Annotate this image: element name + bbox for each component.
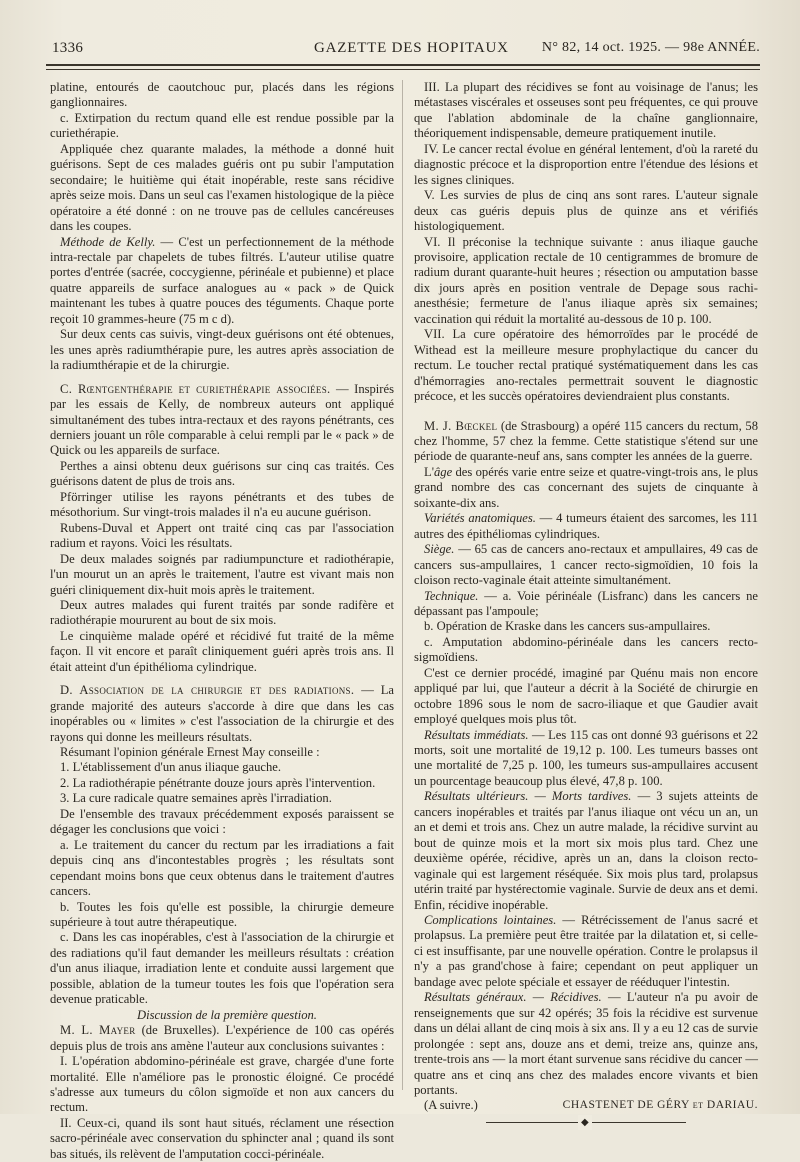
- paragraph: VII. La cure opératoire des hémorroïdes par le procédé de Withead est la meilleure mesure prophylactique du cancer du rectum. Le toucher rectal pratiqué systématiquement dans les cas d'hémorragies ano-rectales permettrait souvent le diagnostic précoce, et les succès opératoires deviendraient plus constants.: [414, 327, 758, 404]
- paragraph: VI. Il préconise la technique suivante : anus iliaque gauche provisoire, application rectale de 10 centigrammes de bromure de radium durant quarante-huit heures ; résection ou amputation basse dix jours après en position ventrale de Depage sous rachi-anesthésie; fermeture de l'anus iliaque après six semaines; vaccination qui réduit la mortalité au-dessous de 10 p. 100.: [414, 234, 758, 326]
- paragraph: Le cinquième malade opéré et récidivé fut traité de la même façon. Il vit encore et paraît cliniquement guéri après trois ans. Il était atteint d'un épithélioma cylindrique.: [50, 628, 394, 674]
- paragraph: Résultats généraux. — Récidives. — L'auteur n'a pu avoir de renseignements que sur 42 opérés; 35 fois la récidive est survenue dans un délai allant de cinq mois à six ans. Il y a eu 12 cas de survie prolongée : sept ans, douze ans et demi, treize ans, quinze ans, trente-trois ans — la mort étant survenue sans récidive du cancer — quatre ans et cinq ans chez des malades encore vivants et bien portants.: [414, 990, 758, 1097]
- paragraph: Complications lointaines. — Rétrécissement de l'anus sacré et prolapsus. La première peut être traitée par la dilatation et, si celle-ci est insuffisante, par une nouvelle opération. Contre le prolapsus il n'y a pas grand'chose à faire; cependant on peut appliquer un bandage avec pelote spéciale et essayer de rééduquer l'intestin.: [414, 913, 758, 989]
- section-heading: C. Rœntgenthérapie et curiethérapie associées.: [60, 381, 331, 396]
- section-heading: Complications lointaines.: [424, 913, 557, 928]
- paragraph: Méthode de Kelly. — C'est un perfectionnement de la méthode intra-rectale par chapelets de tubes filtrés. L'auteur utilise quatre portes d'entrée (sacrée, coccygienne, périnéale et pubienne) et place quatre appareils de surface analogues au « pack » de Quick maintenant les tubes à quatre pouces des téguments. Chaque porte reçoit 10 grammes-heure (75 m c d).: [50, 234, 394, 326]
- left-column: [50, 80, 394, 1162]
- author-name: M. L. Mayer: [60, 1023, 136, 1038]
- paragraph: V. Les survies de plus de cinq ans sont rares. L'auteur signale deux cas guéris depuis plus de quinze ans et vérifiés histologiquement.: [414, 188, 758, 234]
- paragraph: Résultats ultérieurs. — Morts tardives. — 3 sujets atteints de cancers inopérables et traités par l'anus iliaque ont vécu un an, un an et demi et trois ans. Chez un autre malade, la récidive survint au bout de quinze mois et la mort six mois plus tard. Chez une deuxième opérée, récidive, après un an, dans la cloison recto-vaginale qui est largement réséquée. Six mois plus tard, prolapsus utérin traité par hystérectomie vaginale. Survie de deux ans et demi. Enfin, récidive inopérable.: [414, 789, 758, 912]
- paragraph: M. J. Bœckel (de Strasbourg) a opéré 115 cancers du rectum, 58 chez l'homme, 57 chez la femme. Cette statistique s'étend sur une période de quarante-neuf ans, sans compter les années de la guerre.: [414, 418, 758, 464]
- section-heading: Méthode de Kelly.: [60, 234, 156, 249]
- end-ornament-rule: [486, 1122, 686, 1123]
- paragraph: a. Le traitement du cancer du rectum par les irradiations a fait depuis cinq ans d'incontestables progrès ; les résultats sont cependant moins bons que ceux obtenus dans le traitement d'autres cancers.: [50, 837, 394, 899]
- paragraph: b. Toutes les fois qu'elle est possible, la chirurgie demeure supérieure à tout autre thérapeutique.: [50, 899, 394, 930]
- paragraph: b. Opération de Kraske dans les cancers sus-ampullaires.: [424, 619, 711, 634]
- discussion-heading: Discussion de la première question.: [137, 1007, 317, 1022]
- section-heading: Variétés anatomiques.: [424, 511, 536, 526]
- paragraph: c. Dans les cas inopérables, c'est à l'association de la chirurgie et des radiations qu'il faut demander les meilleurs résultats : création d'un anus iliaque, irradiation lente et conduite aussi largement que possible, ablation de la tumeur toutes les fois que l'opération sera devenue praticable.: [50, 930, 394, 1007]
- paragraph: C'est ce dernier procédé, imaginé par Quénu mais non encore appliqué par lui, que l'auteur a décrit à la Société de chirurgie en octobre 1896 sous le nom de sacro-iliaque et que Gaudier avait employé quelques mois plus tôt.: [414, 665, 758, 727]
- paragraph: IV. Le cancer rectal évolue en général lentement, d'où la rareté du diagnostic précoce et la disproportion entre l'étendue des lésions et les signes cliniques.: [414, 141, 758, 187]
- signature-line: [414, 1098, 758, 1113]
- paragraph: Résumant l'opinion générale Ernest May conseille :: [60, 745, 320, 760]
- paragraph: Appliquée chez quarante malades, la méthode a donné huit guérisons. Sept de ces malades guéris ont pu subir l'amputation secondaire; le huitième qui était inopérable, reste sans récidive après seize mois. Dans un seul cas l'examen histologique de la pièce opératoire a été donné : on ne trouve pas de cellules cancéreuses dans les coupes.: [50, 141, 394, 234]
- paragraph: L'âge des opérés varie entre seize et quatre-vingt-trois ans, le plus grand nombre des cas concernant des sujets de cinquante à soixante-dix ans.: [414, 464, 758, 510]
- paragraph: c. Amputation abdomino-périnéale dans les cancers recto-sigmoïdiens.: [414, 634, 758, 665]
- paragraph: Deux autres malades qui furent traités par sonde radifère et radiothérapie moururent au bout de six mois.: [50, 597, 394, 628]
- section-heading: Résultats immédiats.: [424, 727, 529, 742]
- page-number: 1336: [52, 40, 84, 56]
- paragraph: III. La plupart des récidives se font au voisinage de l'anus; les métastases viscérales et osseuses sont peu fréquentes, ce qui prouve que l'ablation abdominale de la chaîne ganglionnaire, théoriquement indispensable, demeure pratiquement inutile.: [414, 80, 758, 141]
- list-item: 2. La radiothérapie pénétrante douze jours après l'intervention.: [60, 775, 376, 790]
- paragraph: Résultats immédiats. — Les 115 cas ont donné 93 guérisons et 22 morts, soit une mortalité de 19,12 p. 100. Les tumeurs basses ont une mortalité de 7,25 p. 100, les tumeurs sus-ampullaires accusent un pourcentage beaucoup plus élevé, 47,8 p. 100.: [414, 727, 758, 788]
- header-rule-thin: [46, 69, 760, 70]
- paragraph: Pförringer utilise les rayons pénétrants et des tubes de mésothorium. Sur vingt-trois malades il n'a eu aucune guérison.: [50, 489, 394, 520]
- list-item: 3. La cure radicale quatre semaines après l'irradiation.: [60, 791, 332, 806]
- author-name: M. J. Bœckel: [424, 418, 498, 433]
- section-heading: Résultats ultérieurs. — Morts tardives.: [424, 789, 632, 804]
- column-divider: [402, 80, 403, 1090]
- paragraph: platine, entourés de caoutchouc pur, placés dans les régions ganglionnaires.: [50, 80, 394, 110]
- right-column: [414, 80, 758, 1123]
- article-authors: CHASTENET DE GÉRY et DARIAU.: [562, 1099, 758, 1112]
- section-heading: Technique.: [424, 588, 479, 603]
- paragraph: De deux malades soignés par radiumpuncture et radiothérapie, l'un mourut un an après le traitement, l'autre est vivant mais non guéri cliniquement dix-huit mois après le traitement.: [50, 551, 394, 597]
- paragraph: Technique. — a. Voie périnéale (Lisfranc) dans les cancers ne dépassant pas l'ampoule;: [414, 588, 758, 618]
- paragraph: Sur deux cents cas suivis, vingt-deux guérisons ont été obtenues, les unes après radiumthérapie pure, les autres après association de la radiumthérapie et de la chirurgie.: [50, 327, 394, 373]
- paragraph: II. Ceux-ci, quand ils sont haut situés, réclament une résection sacro-périnéale avec conservation du sphincter anal ; quand ils sont bas situés, ils relèvent de l'amputation cocci-périnéale.: [50, 1115, 394, 1161]
- journal-title: GAZETTE DES HOPITAUX: [314, 40, 509, 56]
- list-item: 1. L'établissement d'un anus iliaque gauche.: [60, 760, 282, 775]
- paragraph: c. Extirpation du rectum quand elle est rendue possible par la curiethérapie.: [50, 110, 394, 141]
- paragraph: C. Rœntgenthérapie et curiethérapie associées. — Inspirés par les essais de Kelly, de nombreux auteurs ont appliqué simultanément des tubes intra-rectaux et des rayons pénétrants, ces derniers jouant un rôle comparable à celui rempli par le « pack » de Quick ou les appareils de surface.: [50, 381, 394, 458]
- paragraph: Perthes a ainsi obtenu deux guérisons sur cinq cas traités. Ces guérisons datent de plus de trois ans.: [50, 458, 394, 489]
- page-header: [40, 38, 764, 62]
- paragraph: I. L'opération abdomino-périnéale est grave, chargée d'une forte mortalité. Elle n'améliore pas le pronostic éloigné. Ce procédé s'adresse aux tumeurs du côlon sigmoïde et non aux cancers du rectum.: [50, 1054, 394, 1115]
- paragraph: Variétés anatomiques. — 4 tumeurs étaient des sarcomes, les 111 autres des épithéliomas cylindriques.: [414, 511, 759, 541]
- section-heading: Résultats généraux. — Récidives.: [424, 990, 602, 1005]
- paragraph: Siège. — 65 cas de cancers ano-rectaux et ampullaires, 49 cas de cancers sus-ampullaires, 1 cancer recto-sigmoïdien, 10 fois la cloison recto-vaginale était atteinte simultanément.: [414, 542, 758, 588]
- issue-info: N° 82, 14 oct. 1925. — 98e ANNÉE.: [541, 40, 760, 55]
- paragraph: Rubens-Duval et Appert ont traité cinq cas par l'association radium et rayons. Voici les résultats.: [50, 520, 394, 551]
- header-rule-thick: [46, 64, 760, 66]
- paragraph: M. L. Mayer (de Bruxelles). L'expérience de 100 cas opérés depuis plus de trois ans amène l'auteur aux conclusions suivantes :: [50, 1023, 395, 1053]
- paragraph: D. Association de la chirurgie et des radiations. — La grande majorité des auteurs s'accorde à dire que dans les cas inopérables ou « limites » c'est l'association de la chirurgie et des rayons qui donne les meilleurs résultats.: [50, 683, 394, 744]
- section-heading: Siège.: [424, 542, 455, 557]
- section-heading: D. Association de la chirurgie et des radiations.: [60, 683, 355, 698]
- to-be-continued: (A suivre.): [424, 1098, 478, 1113]
- paragraph: De l'ensemble des travaux précédemment exposés paraissent se dégager les conclusions que voici :: [50, 806, 394, 837]
